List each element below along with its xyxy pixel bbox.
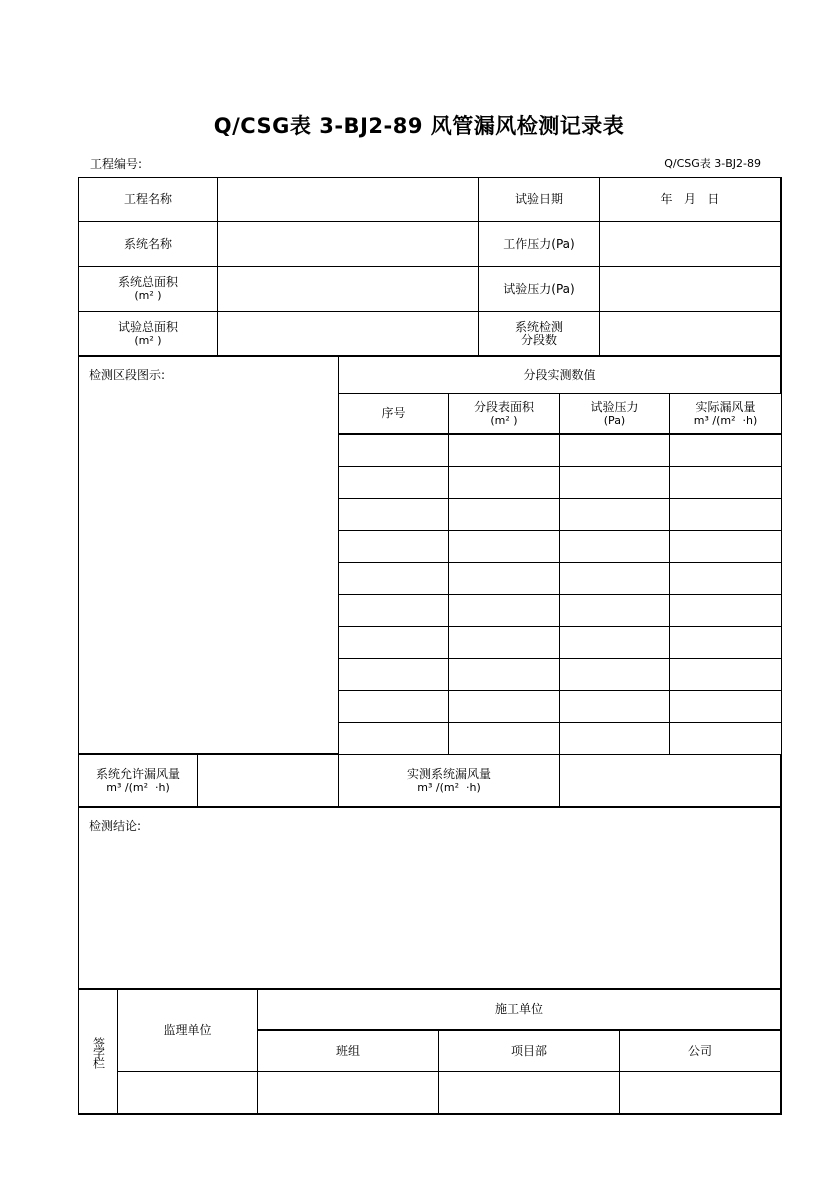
segment-data-cell[interactable] bbox=[338, 626, 449, 659]
header-text: 序号 bbox=[381, 406, 406, 420]
work-pressure-label: 工作压力(Pa) bbox=[478, 221, 600, 267]
allowed-leak-label bbox=[78, 754, 198, 807]
measured-leak-label bbox=[338, 754, 560, 807]
diagram-area[interactable] bbox=[78, 356, 339, 754]
segment-data-cell[interactable] bbox=[559, 530, 670, 563]
test-date-label: 试验日期 bbox=[478, 177, 600, 222]
segment-data-cell[interactable] bbox=[669, 722, 782, 755]
system-total-area-label bbox=[78, 266, 218, 312]
measured-leak-field[interactable] bbox=[559, 754, 781, 807]
segments-text: 系统检测 bbox=[514, 319, 563, 334]
project-name-label: 工程名称 bbox=[78, 177, 218, 222]
unit-text: m³ /(m² ·h) bbox=[417, 780, 481, 794]
test-pressure-field[interactable] bbox=[599, 266, 781, 312]
segment-data-cell[interactable] bbox=[559, 658, 670, 691]
allowed-leak-field[interactable] bbox=[197, 754, 339, 807]
segment-data-cell[interactable] bbox=[338, 658, 449, 691]
project-name-field[interactable] bbox=[217, 177, 479, 222]
conclusion-label: 检测结论: bbox=[89, 819, 142, 833]
project-dept-signature-field[interactable] bbox=[438, 1071, 620, 1114]
team-signature-field[interactable] bbox=[257, 1071, 439, 1114]
segments-field[interactable] bbox=[599, 311, 781, 356]
segment-data-cell[interactable] bbox=[559, 466, 670, 499]
allowed-leak-text: 系统允许漏风量 bbox=[95, 766, 180, 781]
segment-data-cell[interactable] bbox=[559, 434, 670, 467]
test-pressure-label: 试验压力(Pa) bbox=[478, 266, 600, 312]
segment-data-cell[interactable] bbox=[338, 594, 449, 627]
segment-data-cell[interactable] bbox=[559, 562, 670, 595]
supervisor-signature-field[interactable] bbox=[117, 1071, 258, 1114]
team-label: 班组 bbox=[257, 1030, 439, 1072]
project-dept-label: 项目部 bbox=[438, 1030, 620, 1072]
segment-data-cell[interactable] bbox=[338, 562, 449, 595]
system-name-field[interactable] bbox=[217, 221, 479, 267]
segment-data-cell[interactable] bbox=[448, 722, 560, 755]
page-title: Q/CSG表 3-BJ2-89 风管漏风检测记录表 bbox=[213, 114, 625, 138]
signature-label-cell bbox=[78, 989, 118, 1114]
test-total-area-label bbox=[78, 311, 218, 356]
system-name-label: 系统名称 bbox=[78, 221, 218, 267]
test-date-field[interactable]: 年 月 日 bbox=[599, 177, 781, 222]
conclusion-area[interactable] bbox=[78, 807, 781, 989]
segment-data-cell[interactable] bbox=[448, 434, 560, 467]
segment-data-cell[interactable] bbox=[559, 594, 670, 627]
segment-data-cell[interactable] bbox=[559, 498, 670, 531]
form-code: Q/CSG表 3-BJ2-89 bbox=[664, 157, 761, 170]
measured-leak-text: 实测系统漏风量 bbox=[406, 766, 491, 781]
segment-data-cell[interactable] bbox=[559, 626, 670, 659]
segment-data-cell[interactable] bbox=[448, 626, 560, 659]
system-total-area-field[interactable] bbox=[217, 266, 479, 312]
unit-text: (m² ) bbox=[134, 289, 162, 302]
segment-data-cell[interactable] bbox=[669, 594, 782, 627]
segment-table-title: 分段实测数值 bbox=[338, 356, 781, 394]
project-number-label: 工程编号: bbox=[90, 157, 143, 171]
segment-data-cell[interactable] bbox=[669, 434, 782, 467]
segment-data-cell[interactable] bbox=[448, 690, 560, 723]
system-total-area-text: 系统总面积 bbox=[117, 275, 178, 289]
segment-data-cell[interactable] bbox=[448, 562, 560, 595]
supervisor-label: 监理单位 bbox=[117, 989, 258, 1072]
segment-data-cell[interactable] bbox=[559, 722, 670, 755]
segment-header-cell bbox=[669, 393, 782, 434]
segment-header-cell bbox=[448, 393, 560, 434]
contractor-label: 施工单位 bbox=[257, 989, 781, 1030]
segment-data-cell[interactable] bbox=[338, 466, 449, 499]
segment-data-cell[interactable] bbox=[448, 658, 560, 691]
segment-data-cell[interactable] bbox=[338, 530, 449, 563]
header-unit: m³ /(m² ·h) bbox=[693, 413, 758, 427]
header-unit: (m² ) bbox=[490, 413, 518, 427]
segment-data-cell[interactable] bbox=[559, 690, 670, 723]
segment-data-cell[interactable] bbox=[338, 722, 449, 755]
header-text: 分段表面积 bbox=[473, 399, 534, 414]
segment-header-cell bbox=[338, 393, 449, 434]
segment-data-cell[interactable] bbox=[338, 498, 449, 531]
segment-data-cell[interactable] bbox=[669, 562, 782, 595]
segment-data-cell[interactable] bbox=[448, 466, 560, 499]
diagram-label: 检测区段图示: bbox=[89, 368, 166, 382]
company-label: 公司 bbox=[619, 1030, 781, 1072]
work-pressure-field[interactable] bbox=[599, 221, 781, 267]
segment-data-cell[interactable] bbox=[669, 658, 782, 691]
segment-data-cell[interactable] bbox=[448, 594, 560, 627]
segment-data-cell[interactable] bbox=[669, 466, 782, 499]
segment-data-cell[interactable] bbox=[338, 434, 449, 467]
header-unit: (Pa) bbox=[603, 413, 626, 427]
segments-text-2: 分段数 bbox=[520, 332, 557, 347]
segment-header-cell bbox=[559, 393, 670, 434]
header-text: 实际漏风量 bbox=[695, 399, 756, 414]
segments-label bbox=[478, 311, 600, 356]
segment-data-cell[interactable] bbox=[338, 690, 449, 723]
segment-data-cell[interactable] bbox=[669, 530, 782, 563]
test-total-area-text: 试验总面积 bbox=[117, 319, 178, 334]
header-text: 试验压力 bbox=[590, 399, 639, 414]
segment-data-cell[interactable] bbox=[669, 498, 782, 531]
signature-label: 签字栏 bbox=[91, 1036, 106, 1067]
segment-data-cell[interactable] bbox=[669, 690, 782, 723]
test-total-area-field[interactable] bbox=[217, 311, 479, 356]
segment-data-cell[interactable] bbox=[448, 498, 560, 531]
unit-text: (m² ) bbox=[134, 333, 162, 347]
segment-data-cell[interactable] bbox=[448, 530, 560, 563]
unit-text: m³ /(m² ·h) bbox=[106, 780, 170, 794]
company-signature-field[interactable] bbox=[619, 1071, 781, 1114]
segment-data-cell[interactable] bbox=[669, 626, 782, 659]
